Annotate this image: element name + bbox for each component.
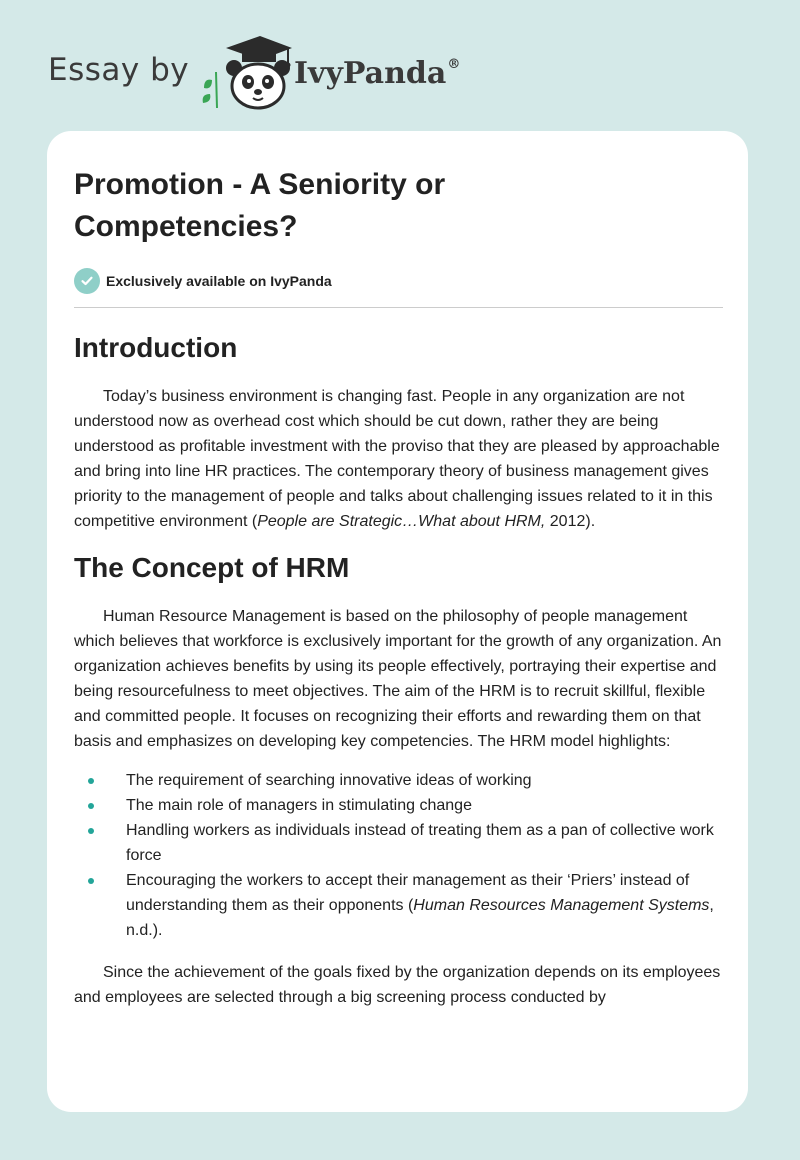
citation-tail: , n.d.). — [126, 897, 714, 939]
brand-name[interactable] — [294, 56, 460, 91]
essay-card — [47, 131, 748, 1112]
paragraph-introduction — [74, 384, 724, 534]
essay-content — [74, 164, 724, 1010]
list-item-text: Handling workers as individuals instead of treating them as a pan of collective work force — [126, 822, 714, 864]
bullet-dot-icon — [88, 828, 94, 834]
brand-text: IvyPanda — [294, 56, 447, 91]
list-item — [74, 868, 724, 943]
list-item-text: The main role of managers in stimulating change — [126, 797, 472, 814]
section-heading-introduction: Introduction — [74, 332, 238, 363]
bullet-dot-icon — [88, 778, 94, 784]
bullet-dot-icon — [88, 803, 94, 809]
section-heading-hrm: The Concept of HRM — [74, 552, 350, 583]
ivypanda-logo-icon[interactable] — [198, 34, 294, 110]
citation: Human Resources Management Systems — [413, 897, 710, 914]
site-header — [48, 34, 508, 114]
citation-tail: 2012). — [545, 513, 596, 530]
list-item — [74, 793, 724, 818]
registered-mark: ® — [447, 57, 461, 72]
citation: People are Strategic…What about HRM, — [257, 513, 546, 530]
paragraph-text: Today’s business environment is changing fast. People in any organization are not understood now as overhead cost which should be cut down, rather they are being understood as profitable investment with the proviso that they are pleased by approachable and bring into line HR practices. The contemporary theory of business management gives priority to the management of people and talks about challenging issues related to it in this competitive environment ( — [74, 388, 720, 530]
list-item-text: Encouraging the workers to accept their management as their ‘Priers’ instead of understanding them as their opponents ( — [126, 872, 690, 914]
essay-title: Promotion - A Seniority or Competencies? — [74, 168, 446, 243]
paragraph-hrm: Human Resource Management is based on the philosophy of people management which believes that workforce is exclusively important for the growth of any organization. An organization achieves benefits by using its people effectively, portraying their expertise and being resourcefulness to meet objectives. The aim of the HRM is to recruit skillful, flexible and committed people. It focuses on recognizing their efforts and rewarding them on that basis and emphasizes on developing key competencies. The HRM model highlights: — [74, 608, 722, 750]
hrm-bullet-list — [74, 768, 724, 943]
bullet-dot-icon — [88, 878, 94, 884]
badge-label: Exclusively available on IvyPanda — [106, 273, 332, 289]
essay-by-label: Essay by — [48, 52, 190, 88]
list-item-text: The requirement of searching innovative ideas of working — [126, 772, 532, 789]
check-icon — [74, 268, 100, 294]
paragraph-closing: Since the achievement of the goals fixed by the organization depends on its employees and employees are selected through a big screening process conducted by — [74, 964, 721, 1006]
exclusive-badge — [74, 268, 724, 294]
list-item — [74, 818, 724, 868]
list-item — [74, 768, 724, 793]
divider — [74, 307, 723, 308]
